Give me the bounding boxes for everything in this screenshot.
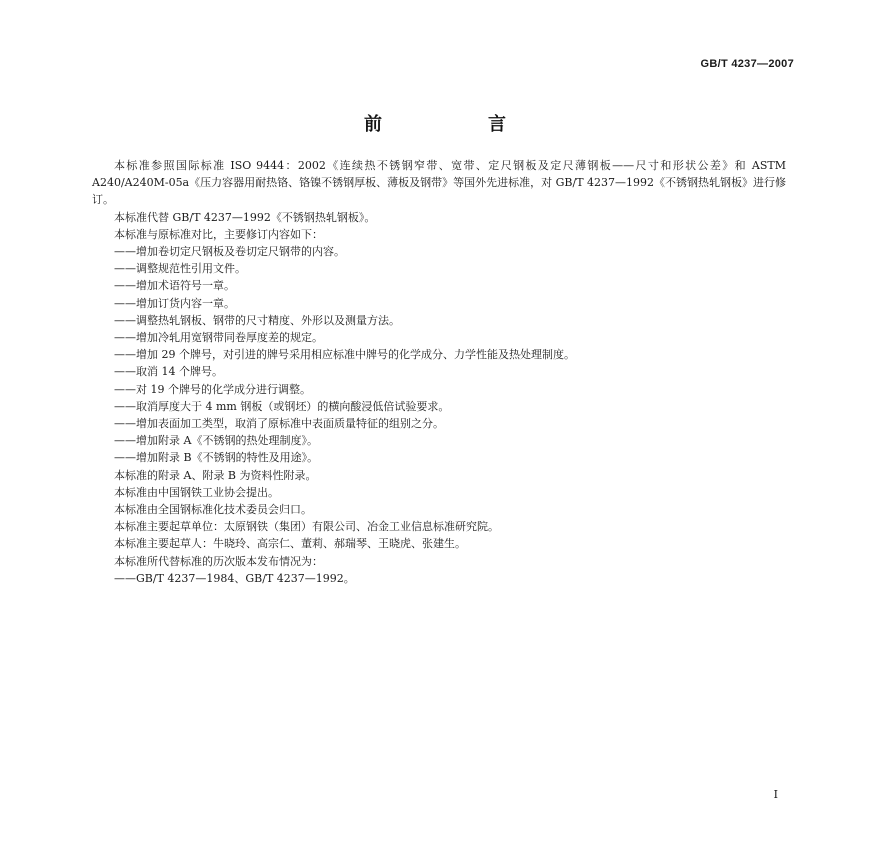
page-number: I	[773, 788, 778, 801]
paragraph-version-history: 本标准所代替标准的历次版本发布情况为：	[114, 554, 323, 568]
paragraph-changes-intro: 本标准与原标准对比，主要修订内容如下：	[114, 227, 323, 241]
paragraph-proposed-by: 本标准由中国钢铁工业协会提出。	[114, 485, 279, 499]
paragraph-replaces: 本标准代替 GB/T 4237—1992《不锈钢热轧钢板》。	[114, 210, 376, 224]
standard-code: GB/T 4237—2007	[700, 58, 794, 70]
change-item: ——取消厚度大于 4 mm 钢板（或钢坯）的横向酸浸低倍试验要求。	[114, 399, 450, 413]
change-item: ——增加冷轧用宽钢带同卷厚度差的规定。	[114, 331, 323, 345]
page-title: 前 言	[364, 114, 550, 135]
change-item: ——增加表面加工类型，取消了原标准中表面质量特征的组别之分。	[114, 417, 444, 431]
foreword-body	[92, 157, 786, 587]
paragraph-reference-standards: 本标准参照国际标准 ISO 9444：2002《连续热不锈钢窄带、宽带、定尺钢板及定尺薄钢板——尺寸和形状公差》和 ASTM A240/A240M-05a《压力容器用耐热铬、铬镍不锈钢厚板、薄板及钢带》等国外先进标准，对 GB/T 4237—1992《不锈钢热轧钢板》进行修订。	[92, 159, 787, 207]
change-item: ——增加卷切定尺钢板及卷切定尺钢带的内容。	[114, 245, 345, 259]
change-item: ——调整规范性引用文件。	[114, 262, 246, 276]
change-item: ——对 19 个牌号的化学成分进行调整。	[114, 382, 311, 396]
change-item: ——增加 29 个牌号，对引进的牌号采用相应标准中牌号的化学成分、力学性能及热处理制度。	[114, 348, 575, 362]
paragraph-centralized-by: 本标准由全国钢标准化技术委员会归口。	[114, 503, 312, 517]
paragraph-drafters: 本标准主要起草人：牛晓玲、高宗仁、董莉、郝瑞琴、王晓虎、张建生。	[114, 537, 466, 551]
change-item: ——增加附录 B《不锈钢的特性及用途》。	[114, 451, 319, 465]
paragraph-drafting-units: 本标准主要起草单位：太原钢铁（集团）有限公司、冶金工业信息标准研究院。	[114, 520, 499, 534]
change-item: ——调整热轧钢板、钢带的尺寸精度、外形以及测量方法。	[114, 313, 400, 327]
version-history-item: ——GB/T 4237—1984、GB/T 4237—1992。	[114, 571, 355, 585]
change-item: ——增加术语符号一章。	[114, 279, 235, 293]
paragraph-appendices: 本标准的附录 A、附录 B 为资料性附录。	[114, 468, 317, 482]
change-item: ——取消 14 个牌号。	[114, 365, 223, 379]
change-item: ——增加附录 A《不锈钢的热处理制度》。	[114, 434, 318, 448]
change-item: ——增加订货内容一章。	[114, 296, 235, 310]
